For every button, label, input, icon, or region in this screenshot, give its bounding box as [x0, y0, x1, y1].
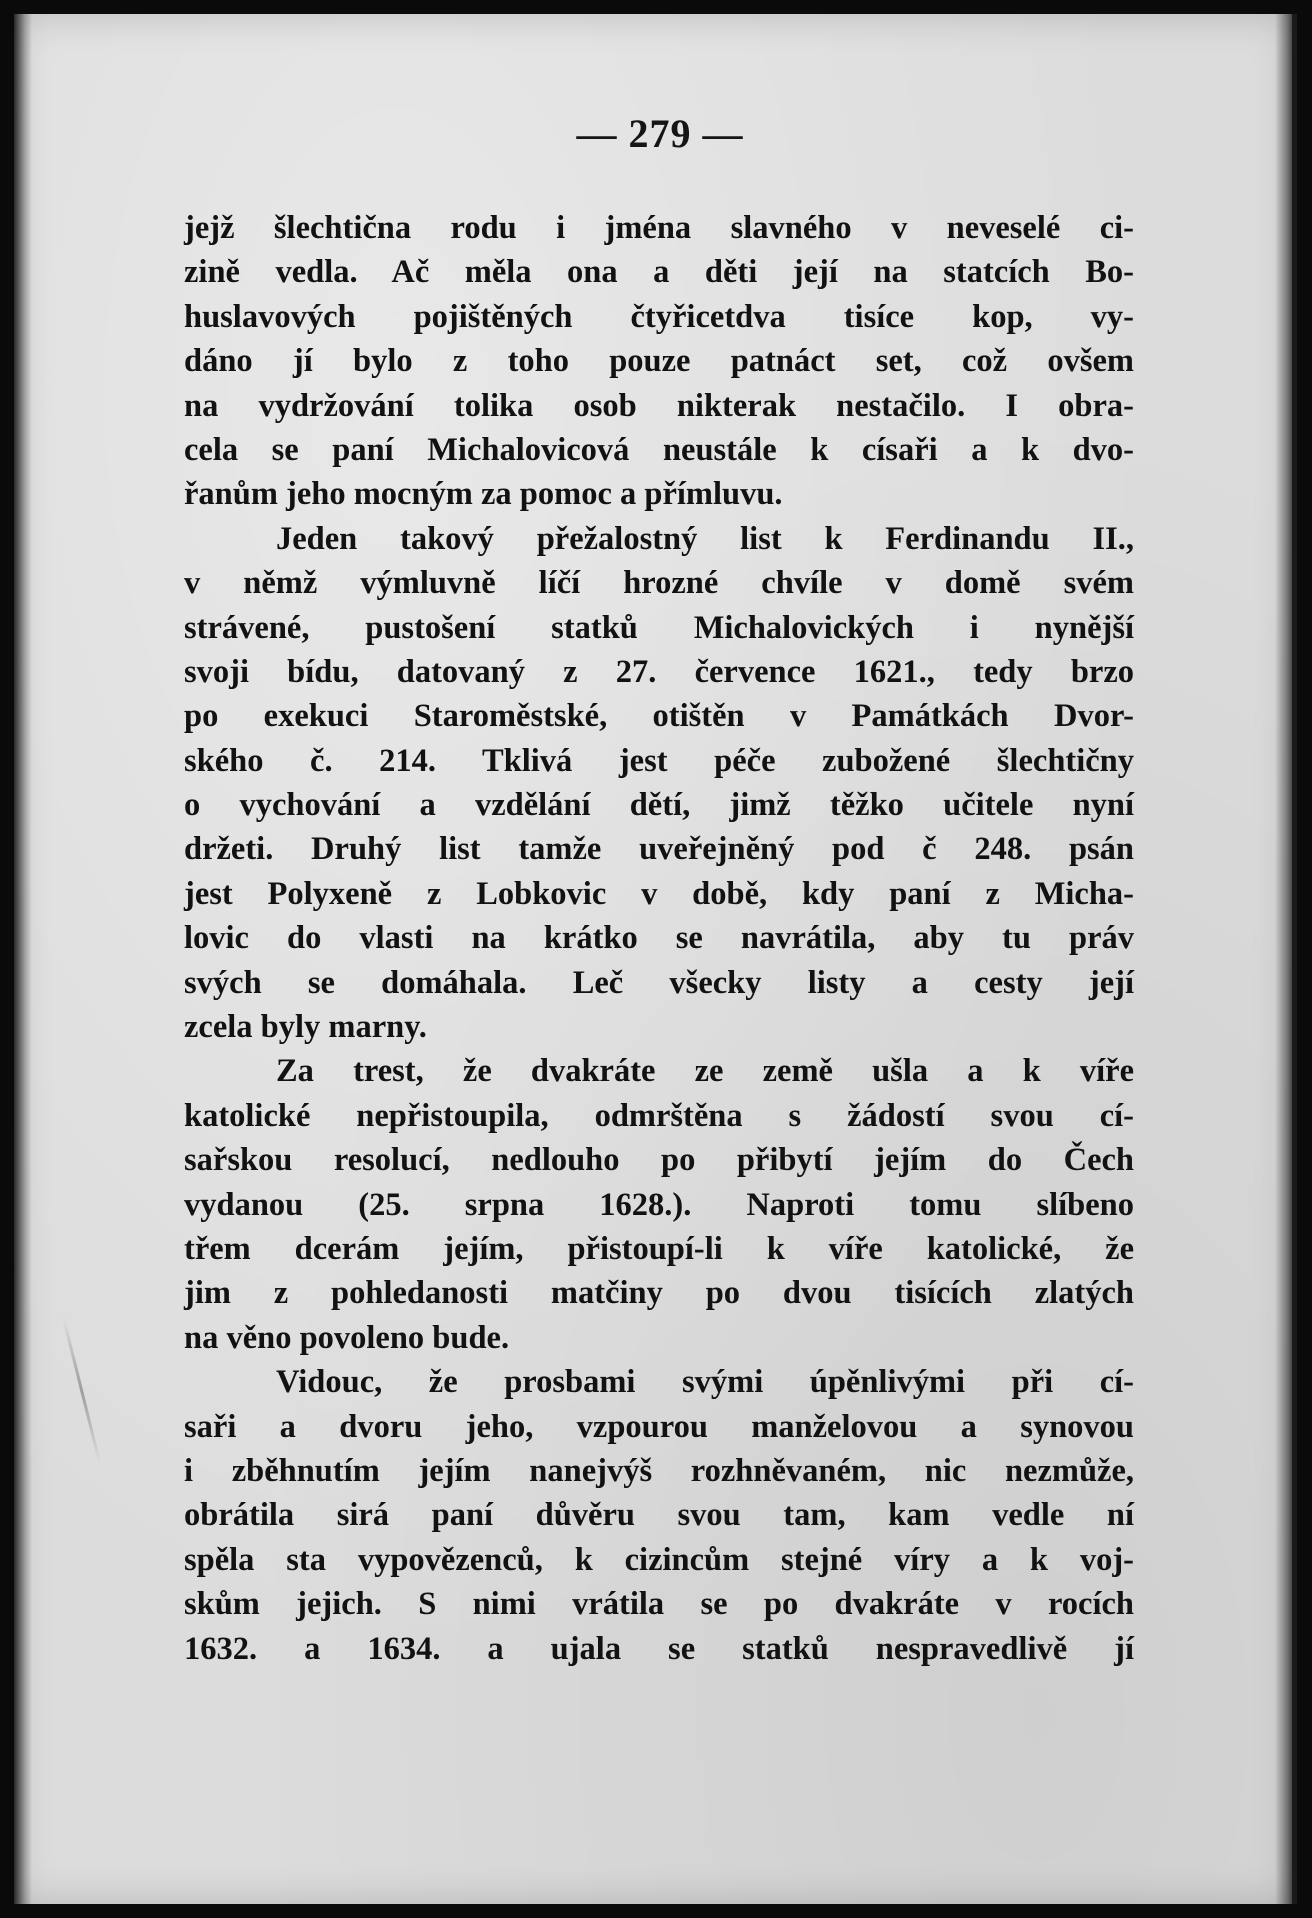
text-line: 1632. a 1634. a ujala se statků nespravedlivě jí — [184, 1630, 1134, 1667]
page-number: — 279 — — [576, 111, 744, 156]
text-line: v němž výmluvně líčí hrozné chvíle v domě svém — [184, 565, 1134, 602]
text-line: obrátila sirá paní důvěru svou tam, kam vedle ní — [184, 1497, 1134, 1534]
text-line: na věno povoleno bude. — [184, 1319, 510, 1356]
text-line: zcela byly marny. — [184, 1009, 427, 1046]
page-binding-shadow — [14, 14, 32, 1904]
text-line: svoji bídu, datovaný z 27. července 1621., tedy brzo — [184, 653, 1134, 690]
text-line: strávené, pustošení statků Michalovických i nynější — [184, 609, 1134, 646]
text-line: svých se domáhala. Leč všecky listy a cesty její — [184, 964, 1134, 1001]
text-line: dáno jí bylo z toho pouze patnáct set, což ovšem — [184, 343, 1134, 380]
text-line: na vydržování tolika osob nikterak nestačilo. I obra- — [184, 387, 1134, 424]
text-line: saři a dvoru jeho, vzpourou manželovou a synovou — [184, 1408, 1134, 1445]
text-line: zině vedla. Ač měla ona a děti její na statcích Bo- — [184, 254, 1134, 291]
text-line: huslavových pojištěných čtyřicetdva tisíce kop, vy- — [184, 298, 1134, 335]
text-line: jim z pohledanosti matčiny po dvou tisících zlatých — [184, 1275, 1134, 1312]
text-line: ského č. 214. Tklivá jest péče zubožené šlechtičny — [184, 742, 1134, 779]
text-line: Jeden takový přežalostný list k Ferdinandu II., — [276, 520, 1134, 557]
text-line: vydanou (25. srpna 1628.). Naproti tomu slíbeno — [184, 1186, 1134, 1223]
text-line: skům jejich. S nimi vrátila se po dvakráte v rocích — [184, 1586, 1134, 1623]
page-edge-shadow — [1275, 14, 1297, 1904]
text-line: po exekuci Staroměstské, otištěn v Památkách Dvor- — [184, 698, 1134, 735]
text-line: sařskou resolucí, nedlouho po přibytí jejím do Čech — [184, 1142, 1134, 1179]
text-line: jejž šlechtična rodu i jména slavného v neveselé ci- — [184, 210, 1134, 246]
text-line: jest Polyxeně z Lobkovic v době, kdy paní z Micha- — [184, 875, 1134, 912]
body-text — [184, 206, 1134, 1671]
text-line: Vidouc, že prosbami svými úpěnlivými při cí- — [276, 1364, 1134, 1401]
text-line: cela se paní Michalovicová neustále k císaři a k dvo- — [184, 431, 1134, 468]
text-line: katolické nepřistoupila, odmrštěna s žádostí svou cí- — [184, 1097, 1134, 1134]
text-line: lovic do vlasti na krátko se navrátila, aby tu práv — [184, 920, 1134, 957]
text-line: spěla sta vypovězenců, k cizincům stejné víry a k voj- — [184, 1541, 1134, 1578]
text-line: Za trest, že dvakráte ze země ušla a k víře — [276, 1053, 1134, 1090]
text-line: třem dcerám jejím, přistoupí-li k víře katolické, že — [184, 1230, 1134, 1267]
text-line: o vychování a vzdělání dětí, jimž těžko učitele nyní — [184, 787, 1134, 824]
text-line: i zběhnutím jejím nanejvýš rozhněvaném, nic nezmůže, — [184, 1452, 1134, 1489]
text-line: držeti. Druhý list tamže uveřejněný pod č 248. psán — [184, 831, 1134, 868]
text-line: řanům jeho mocným za pomoc a přímluvu. — [184, 476, 783, 513]
